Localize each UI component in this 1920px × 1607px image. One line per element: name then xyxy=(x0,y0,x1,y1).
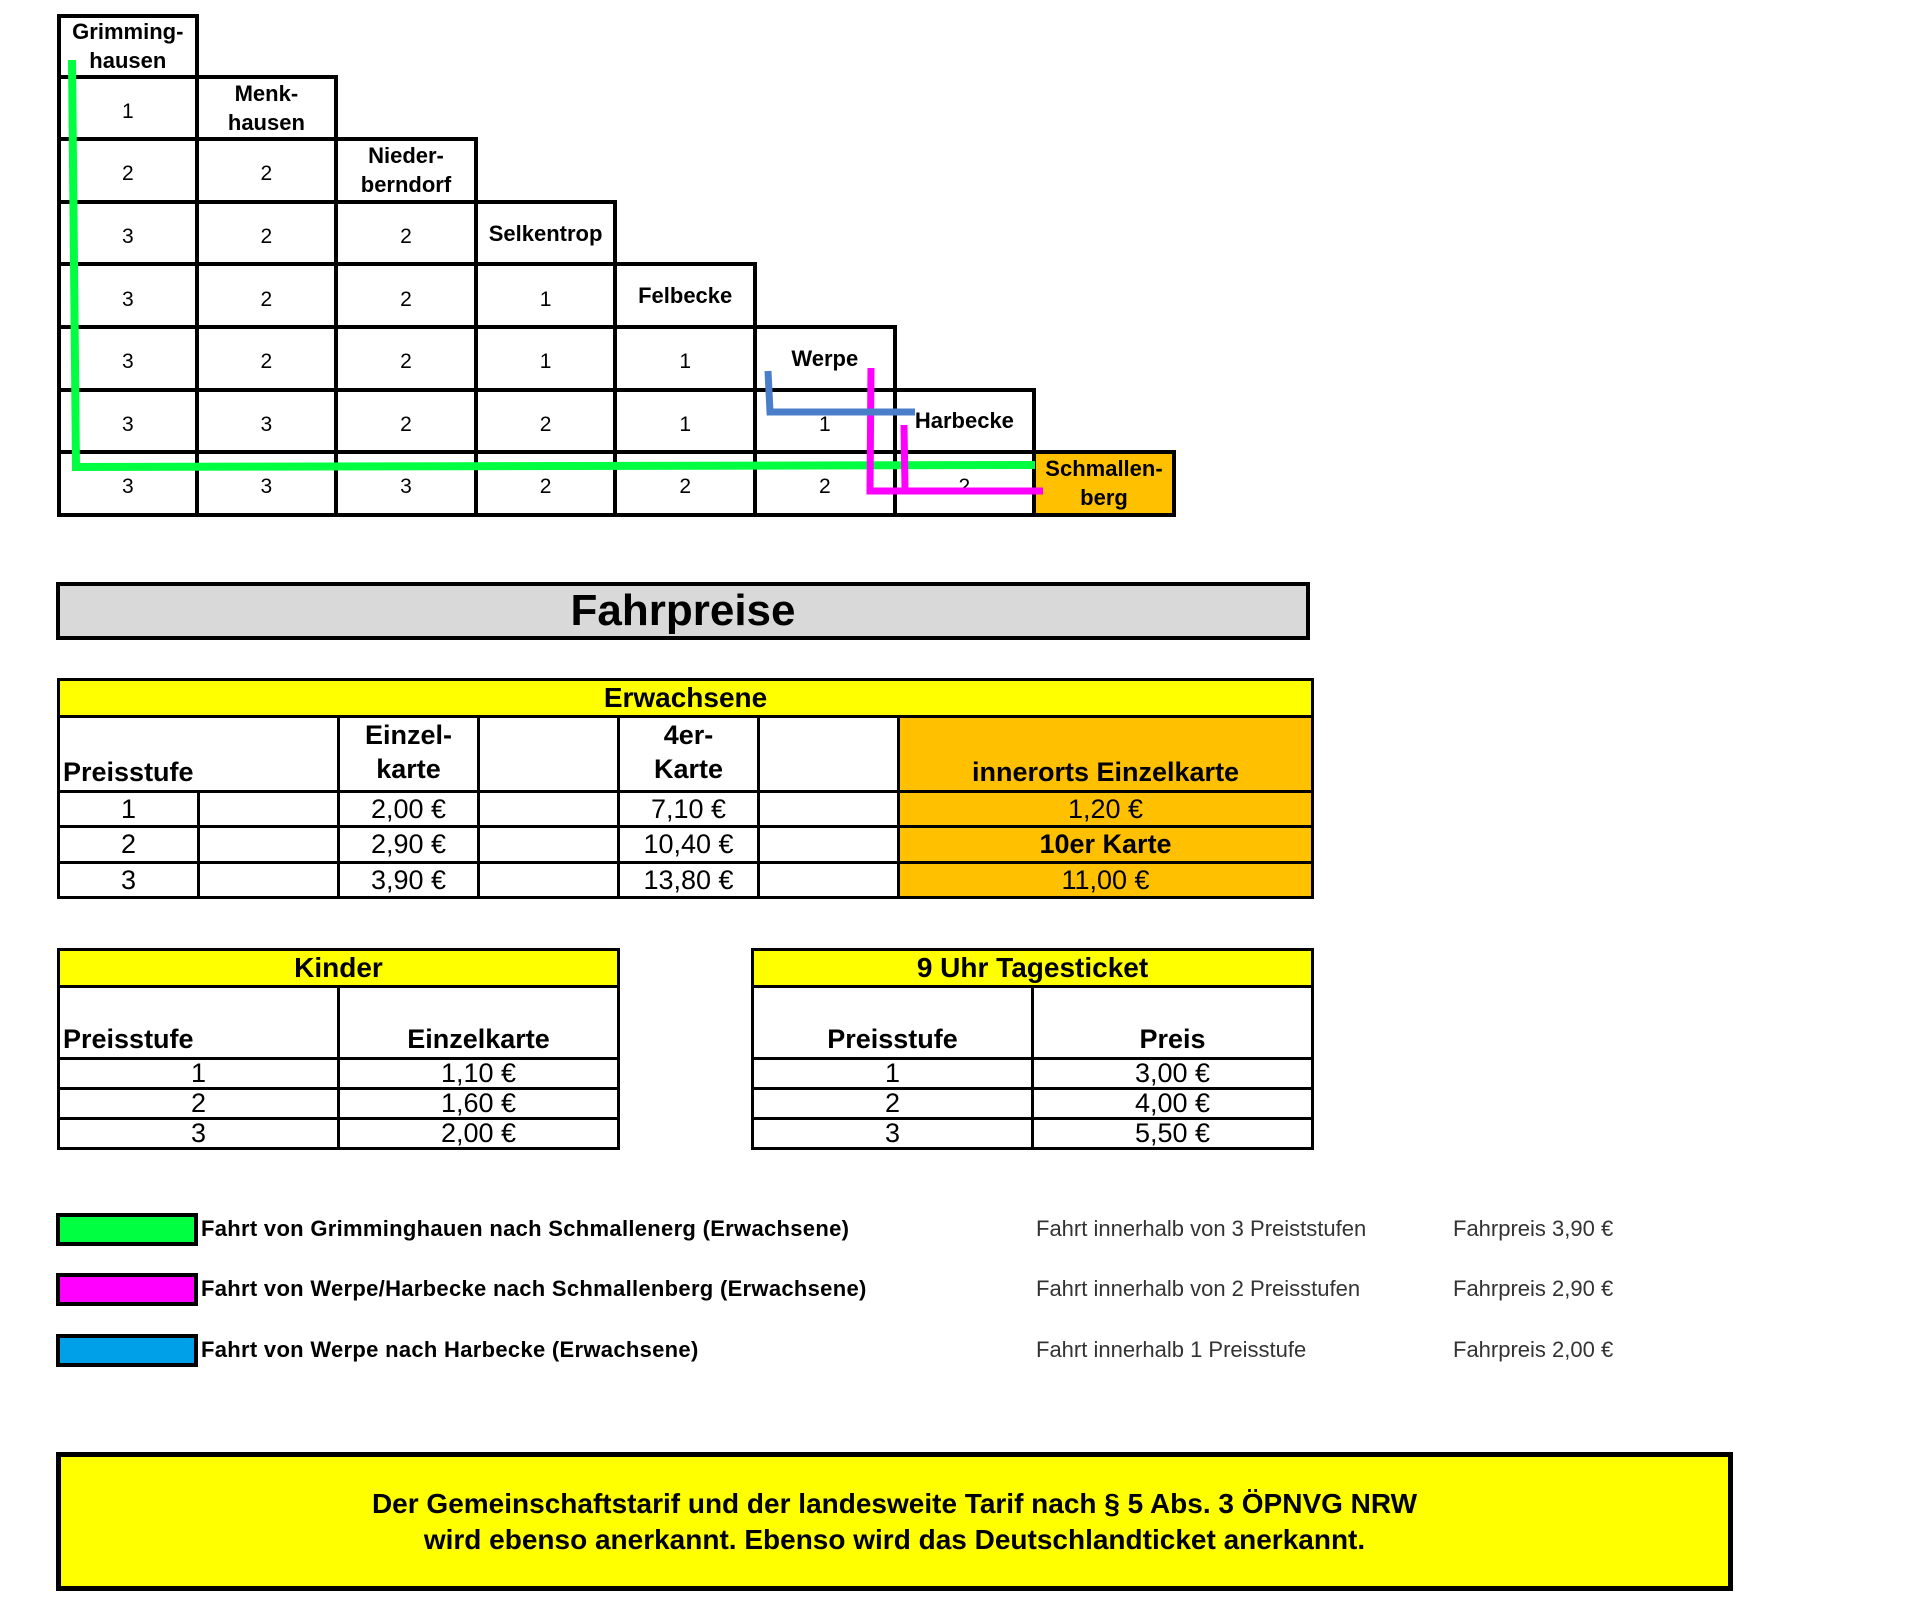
adults-four-price: 10,40 € xyxy=(619,827,759,863)
zone-cell: 2 xyxy=(334,262,478,329)
children-level: 3 xyxy=(59,1119,339,1149)
day-ticket-level: 3 xyxy=(753,1119,1033,1149)
zone-cell: 1 xyxy=(613,325,757,392)
legend-price: Fahrpreis 2,90 € xyxy=(1453,1276,1614,1301)
legend-swatch-blue xyxy=(56,1334,198,1367)
notice-line-1: Der Gemeinschaftstarif und der landesweite Tarif nach § 5 Abs. 3 ÖPNVG NRW xyxy=(371,1487,1418,1519)
zone-cell: 1 xyxy=(474,325,618,392)
zone-cell: 2 xyxy=(893,450,1037,517)
notice-line-2: wird ebenso anerkannt. Ebenso wird das Deutschlandticket anerkannt. xyxy=(423,1523,1366,1555)
children-price: 1,60 € xyxy=(339,1089,619,1119)
fares-title: Fahrpreise xyxy=(56,582,1310,640)
zone-cell: 3 xyxy=(57,200,199,267)
day-ticket-level: 2 xyxy=(753,1089,1033,1119)
adults-col-blank-1 xyxy=(479,717,619,792)
day-ticket-col-level: Preisstufe xyxy=(753,987,1033,1059)
zone-cell: 2 xyxy=(334,325,478,392)
children-price: 1,10 € xyxy=(339,1059,619,1089)
route-line-green xyxy=(72,60,1035,467)
adults-level: 2 xyxy=(59,827,199,863)
day-ticket-price: 5,50 € xyxy=(1033,1119,1313,1149)
legend-swatch-green xyxy=(56,1213,198,1246)
day-ticket-table xyxy=(751,948,1314,1150)
adults-spacer xyxy=(199,827,339,863)
adults-spacer xyxy=(199,792,339,827)
zone-cell: 1 xyxy=(753,388,897,455)
stop-name: Grimming- hausen xyxy=(57,14,199,79)
zone-cell: 3 xyxy=(57,262,199,329)
adults-level: 1 xyxy=(59,792,199,827)
zone-cell: 2 xyxy=(334,388,478,455)
zone-cell: 3 xyxy=(57,388,199,455)
legend-price: Fahrpreis 3,90 € xyxy=(1453,1216,1614,1241)
stop-name: Schmallen- berg xyxy=(1032,450,1176,517)
adults-col-single: Einzel- karte xyxy=(339,717,479,792)
adults-col-level: Preisstufe xyxy=(59,717,339,792)
adults-single-price: 3,90 € xyxy=(339,863,479,898)
route-overlay xyxy=(0,0,1920,560)
legend-info: Fahrt innerhalb von 3 Preiststufen xyxy=(1036,1216,1367,1241)
children-col-level: Preisstufe xyxy=(59,987,339,1059)
day-ticket-col-price: Preis xyxy=(1033,987,1313,1059)
legend-text: Fahrt von Grimminghauen nach Schmallenerg (Erwachsene) xyxy=(201,1216,850,1241)
adults-col-local: innerorts Einzelkarte xyxy=(899,717,1313,792)
tariff-notice xyxy=(56,1452,1733,1591)
adults-single-price: 2,90 € xyxy=(339,827,479,863)
children-col-single: Einzelkarte xyxy=(339,987,619,1059)
zone-cell: 3 xyxy=(57,450,199,517)
zone-cell: 2 xyxy=(195,137,339,204)
stop-name: Harbecke xyxy=(893,388,1037,455)
adults-local-price: 1,20 € xyxy=(899,792,1313,827)
children-fare-table xyxy=(57,948,620,1150)
children-price: 2,00 € xyxy=(339,1119,619,1149)
adults-spacer xyxy=(479,863,619,898)
adults-spacer xyxy=(479,827,619,863)
zone-cell: 2 xyxy=(57,137,199,204)
zone-cell: 2 xyxy=(753,450,897,517)
adults-spacer xyxy=(199,863,339,898)
zone-cell: 3 xyxy=(195,388,339,455)
zone-cell: 2 xyxy=(334,200,478,267)
legend-info: Fahrt innerhalb von 2 Preisstufen xyxy=(1036,1276,1361,1301)
adults-fare-table xyxy=(57,678,1314,899)
zone-cell: 2 xyxy=(195,200,339,267)
adults-spacer xyxy=(759,827,899,863)
adults-level: 3 xyxy=(59,863,199,898)
adults-ten-price: 11,00 € xyxy=(899,863,1313,898)
legend-info: Fahrt innerhalb 1 Preisstufe xyxy=(1036,1337,1307,1362)
adults-spacer xyxy=(479,792,619,827)
adults-single-price: 2,00 € xyxy=(339,792,479,827)
zone-cell: 2 xyxy=(613,450,757,517)
legend-text: Fahrt von Werpe nach Harbecke (Erwachsene) xyxy=(201,1337,699,1362)
adults-spacer xyxy=(759,792,899,827)
adults-four-price: 7,10 € xyxy=(619,792,759,827)
zone-cell: 2 xyxy=(195,325,339,392)
zone-cell: 2 xyxy=(474,388,618,455)
route-line-magenta xyxy=(870,368,1043,491)
children-level: 1 xyxy=(59,1059,339,1089)
stop-name: Selkentrop xyxy=(474,200,618,267)
zone-cell: 2 xyxy=(195,262,339,329)
legend-price: Fahrpreis 2,00 € xyxy=(1453,1337,1614,1362)
zone-cell: 3 xyxy=(57,325,199,392)
day-ticket-price: 3,00 € xyxy=(1033,1059,1313,1089)
stop-name: Werpe xyxy=(753,325,897,392)
adults-four-price: 13,80 € xyxy=(619,863,759,898)
day-ticket-title: 9 Uhr Tagesticket xyxy=(753,950,1313,987)
day-ticket-price: 4,00 € xyxy=(1033,1089,1313,1119)
day-ticket-level: 1 xyxy=(753,1059,1033,1089)
adults-title: Erwachsene xyxy=(59,680,1313,717)
stop-name: Nieder- berndorf xyxy=(334,137,478,204)
adults-col-blank-2 xyxy=(759,717,899,792)
zone-cell: 1 xyxy=(613,388,757,455)
zone-cell: 1 xyxy=(57,75,199,142)
stop-name: Felbecke xyxy=(613,262,757,329)
children-title: Kinder xyxy=(59,950,619,987)
zone-cell: 3 xyxy=(334,450,478,517)
route-line-blue xyxy=(768,371,915,412)
stop-name: Menk- hausen xyxy=(195,75,339,142)
adults-col-four: 4er- Karte xyxy=(619,717,759,792)
legend-text: Fahrt von Werpe/Harbecke nach Schmallenberg (Erwachsene) xyxy=(201,1276,867,1301)
adults-ten-label: 10er Karte xyxy=(899,827,1313,863)
route-line-magenta-harbecke xyxy=(904,425,905,488)
adults-spacer xyxy=(759,863,899,898)
zone-cell: 3 xyxy=(195,450,339,517)
legend-swatch-magenta xyxy=(56,1273,198,1306)
zone-cell: 2 xyxy=(474,450,618,517)
children-level: 2 xyxy=(59,1089,339,1119)
zone-cell: 1 xyxy=(474,262,618,329)
